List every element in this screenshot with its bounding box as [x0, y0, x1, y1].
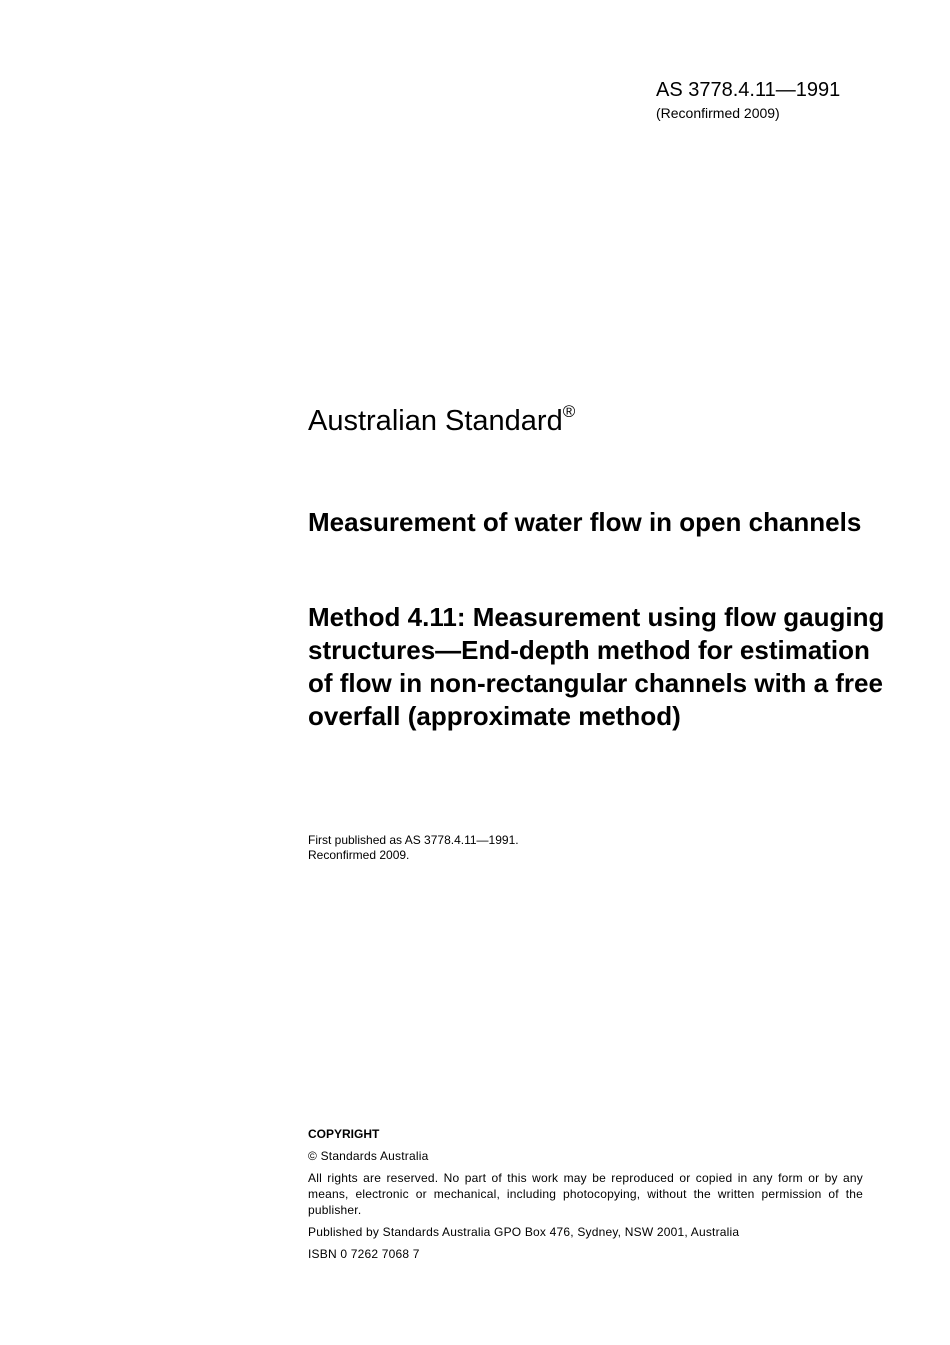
copyright-block	[308, 1126, 863, 1262]
registered-mark: ®	[562, 402, 576, 421]
brand-heading	[308, 402, 575, 440]
publisher-address: Published by Standards Australia GPO Box 476, Sydney, NSW 2001, Australia	[308, 1225, 740, 1239]
reconfirmed-date: Reconfirmed 2009.	[308, 848, 410, 862]
standard-number: AS 3778.4.11—1991	[656, 79, 841, 101]
rights-statement: All rights are reserved. No part of this work may be reproduced or copied in any form or by any means, electronic or mechanical, including photocopying, without the written permission of the publisher.	[308, 1171, 863, 1217]
reconfirmed-note: (Reconfirmed 2009)	[656, 105, 780, 121]
isbn: ISBN 0 7262 7068 7	[308, 1247, 420, 1261]
copyright-heading: COPYRIGHT	[308, 1127, 380, 1141]
first-published: First published as AS 3778.4.11—1991.	[308, 833, 519, 847]
brand-text: Australian Standard	[308, 405, 563, 437]
document-title: Measurement of water flow in open channels	[308, 507, 862, 537]
publication-info	[308, 833, 519, 863]
method-title: Method 4.11: Measurement using flow gauging structures—End-depth method for estimation of flow in non-rectangular channels with a free overfall (approximate method)	[308, 602, 885, 731]
copyright-holder: © Standards Australia	[308, 1149, 429, 1163]
